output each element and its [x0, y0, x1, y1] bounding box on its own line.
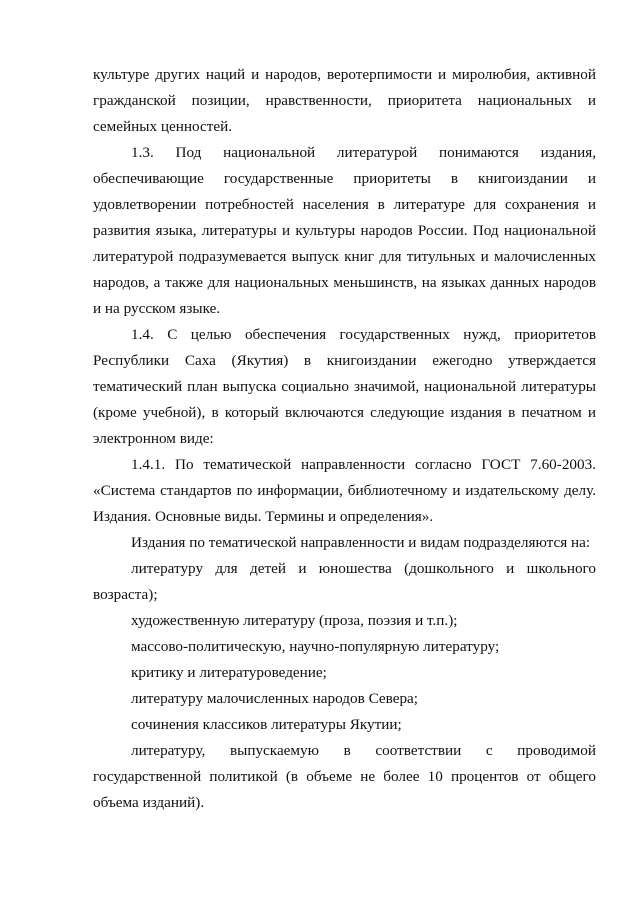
- document-page: [93, 62, 596, 816]
- paragraph-editions-intro: Издания по тематической направленности и видам подразделяются на:: [131, 534, 591, 551]
- list-item-fiction: художественную литературу (проза, поэзия и т.п.);: [131, 612, 458, 629]
- paragraph-1-4-thematic-plan: 1.4. С целью обеспечения государственных нужд, приоритетов Республики Саха (Якутия) в книгоиздании ежегодно утверждается тематический план выпуска социально значимой, национальной литературы (кроме учебной), в который включаются следующие издания в печатном и электронном виде:: [93, 326, 596, 447]
- list-item-children-literature: литературу для детей и юношества (дошкольного и школьного возраста);: [93, 560, 596, 603]
- paragraph-1-4-1-gost: 1.4.1. По тематической направленности согласно ГОСТ 7.60-2003. «Система стандартов по информации, библиотечному и издательскому делу. Издания. Основные виды. Термины и определения».: [93, 456, 596, 525]
- list-item-yakut-classics: сочинения классиков литературы Якутии;: [131, 716, 402, 733]
- list-item-political-science: массово-политическую, научно-популярную литературу;: [131, 638, 500, 655]
- paragraph-values-continuation: культуре других наций и народов, веротерпимости и миролюбия, активной гражданской позиции, нравственности, приоритета национальных и семейных ценностей.: [93, 66, 596, 135]
- list-item-northern-peoples: литературу малочисленных народов Севера;: [131, 690, 419, 707]
- list-item-state-policy: литературу, выпускаемую в соответствии с проводимой государственной политикой (в объеме не более 10 процентов от общего объема изданий).: [93, 742, 596, 811]
- paragraph-1-3-national-literature: 1.3. Под национальной литературой понимаются издания, обеспечивающие государственные приоритеты в книгоиздании и удовлетворении потребностей населения в литературе для сохранения и развития языка, литературы и культуры народов России. Под национальной литературой подразумевается выпуск книг для титульных и малочисленных народов, а также для национальных меньшинств, на языках данных народов и на русском языке.: [93, 144, 596, 317]
- list-item-criticism: критику и литературоведение;: [131, 664, 327, 681]
